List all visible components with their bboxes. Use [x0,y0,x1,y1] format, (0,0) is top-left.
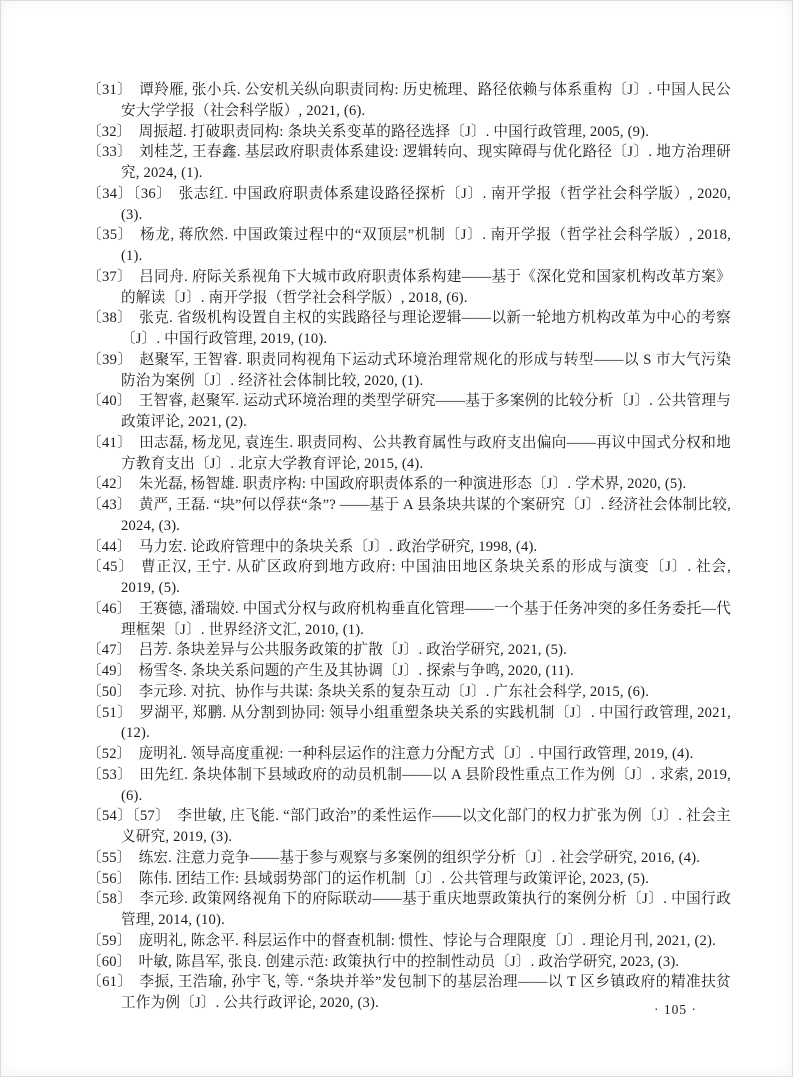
reference-number: 〔50〕 [87,683,132,700]
reference-number: 〔42〕 [87,476,132,493]
reference-text: 马力宏. 论政府管理中的条块关系〔J〕. 政治学研究, 1998, (4). [138,538,538,555]
reference-item [87,848,731,869]
reference-text: 曹正汉, 王宁. 从矿区政府到地方政府: 中国油田地区条块关系的形成与演变〔J〕. 社会, 2019, (5). [121,559,731,596]
reference-text: 李振, 王浩瑜, 孙宇飞, 等. “条块并举”发包制下的基层治理——以 T 区乡镇政府的精准扶贫工作为例〔J〕. 公共行政评论, 2020, (3). [121,974,731,1011]
reference-text: 田志磊, 杨龙见, 袁连生. 职责同构、公共教育属性与政府支出偏向——再议中国式分权和地方教育支出〔J〕. 北京大学教育评论, 2015, (4). [121,434,731,472]
reference-text: 李世敏, 庄飞能. “部门政治”的柔性运作——以文化部门的权力扩张为例〔J〕. 社会主义研究, 2019, (3). [121,808,731,845]
reference-number: 〔31〕 [87,82,133,98]
reference-text: 庞明礼, 陈念平. 科层运作中的督查机制: 惯性、悖论与合理限度〔J〕. 理论月刊, 2021, (2). [138,932,716,949]
reference-item [87,433,731,475]
reference-number: 〔38〕 [87,310,133,327]
reference-number: 〔51〕 [87,704,133,721]
reference-number: 〔47〕 [87,642,132,659]
reference-item [87,267,731,309]
reference-number: 〔33〕 [87,144,133,161]
reference-item [87,952,731,973]
reference-number: 〔61〕 [87,974,133,991]
reference-item [87,537,731,558]
reference-item [87,744,731,765]
reference-number: 〔52〕 [87,746,132,762]
reference-item [87,765,731,807]
reference-number: 〔46〕 [87,600,132,617]
reference-number: 〔53〕 [87,766,133,783]
reference-text: 吕同舟. 府际关系视角下大城市政府职责体系构建——基于《深化党和国家机构改革方案》的解读〔J〕. 南开学报（哲学社会科学版）, 2018, (6). [121,268,731,306]
page-number: · 105 · [654,1002,697,1017]
reference-number: 〔32〕 [87,123,132,140]
reference-text: 庞明礼. 领导高度重视: 一种科层运作的注意力分配方式〔J〕. 中国行政管理, 2019, (4). [138,746,694,762]
reference-text: 杨雪冬. 条块关系问题的产生及其协调〔J〕. 探索与争鸣, 2020, (11). [138,663,574,679]
reference-number: 〔41〕 [87,434,133,451]
reference-item [87,495,731,537]
reference-item [87,225,731,267]
reference-item [87,350,731,392]
reference-text: 王赛德, 潘瑞姣. 中国式分权与政府机构垂直化管理——一个基于任务冲突的多任务委托—代理框架〔J〕. 世界经济文汇, 2010, (1). [121,600,731,638]
reference-text: 李元珍. 对抗、协作与共谋: 条块关系的复杂互动〔J〕. 广东社会科学, 2015, (6). [138,683,650,700]
reference-text: 李元珍. 政策网络视角下的府际联动——基于重庆地票政策执行的案例分析〔J〕. 中国行政管理, 2014, (10). [121,891,731,928]
reference-item [87,142,731,184]
reference-item [87,640,731,661]
reference-number: 〔45〕 [87,559,134,576]
reference-number: 〔59〕 [87,932,132,949]
reference-number: 〔49〕 [87,663,132,679]
reference-number: 〔60〕 [87,953,132,970]
reference-item [87,703,731,745]
reference-text: 张志红. 中国政府职责体系建设路径探析〔J〕. 南开学报（哲学社会科学版）, 2020, (3). [121,185,731,223]
reference-text: 刘桂芝, 王春鑫. 基层政府职责体系建设: 逻辑转向、现实障碍与优化路径〔J〕. 地方治理研究, 2024, (1). [121,144,731,181]
reference-item [87,391,731,433]
reference-text: 练宏. 注意力竞争——基于参与观察与多案例的组织学分析〔J〕. 社会学研究, 2016, (4). [138,849,701,866]
reference-text: 张克. 省级机构设置自主权的实践路径与理论逻辑——以新一轮地方机构改革为中心的考察〔J〕. 中国行政管理, 2019, (10). [121,310,731,347]
reference-number: 〔43〕 [87,497,132,513]
reference-text: 谭羚雁, 张小兵. 公安机关纵向职责同构: 历史梳理、路径依赖与体系重构〔J〕. 中国人民公安大学学报（社会科学版）, 2021, (6). [121,82,731,119]
reference-number: 〔35〕 [87,227,134,244]
reference-number: 〔37〕 [87,268,133,285]
reference-number: 〔54〕〔57〕 [87,808,171,825]
reference-text: 朱光磊, 杨智雄. 职责序构: 中国政府职责体系的一种演进形态〔J〕. 学术界, 2020, (5). [138,476,687,493]
reference-item [87,931,731,952]
reference-text: 周振超. 打破职责同构: 条块关系变革的路径选择〔J〕. 中国行政管理, 2005, (9). [138,123,650,140]
reference-number: 〔58〕 [87,891,133,908]
reference-item [87,308,731,350]
reference-item [87,557,731,599]
reference-item [87,599,731,641]
reference-item [87,869,731,890]
reference-text: 叶敏, 陈昌军, 张良. 创建示范: 政策执行中的控制性动员〔J〕. 政治学研究, 2023, (3). [138,953,680,970]
reference-number: 〔40〕 [87,393,132,410]
reference-item [87,682,731,703]
reference-text: 杨龙, 蒋欣然. 中国政策过程中的“双顶层”机制〔J〕. 南开学报（哲学社会科学版）, 2018, (1). [121,227,731,264]
reference-item [87,661,731,682]
reference-text: 王智睿, 赵聚军. 运动式环境治理的类型学研究——基于多案例的比较分析〔J〕. 公共管理与政策评论, 2021, (2). [121,393,731,430]
reference-item [87,806,731,848]
reference-item [87,122,731,143]
reference-item [87,889,731,931]
reference-text: 吕芳. 条块差异与公共服务政策的扩散〔J〕. 政治学研究, 2021, (5). [138,642,567,659]
reference-text: 赵聚军, 王智睿. 职责同构视角下运动式环境治理常规化的形成与转型——以 S 市大气污染防治为案例〔J〕. 经济社会体制比较, 2020, (1). [121,351,731,389]
reference-item [87,184,731,226]
reference-text: 黄严, 王磊. “块”何以俘获“条”? ——基于 A 县条块共谋的个案研究〔J〕. 经济社会体制比较, 2024, (3). [121,497,731,534]
reference-item [87,972,731,1014]
reference-number: 〔34〕〔36〕 [87,185,172,202]
reference-text: 田先红. 条块体制下县域政府的动员机制——以 A 县阶段性重点工作为例〔J〕. 求索, 2019, (6). [121,766,731,804]
reference-number: 〔39〕 [87,351,133,368]
reference-text: 陈伟. 团结工作: 县域弱势部门的运作机制〔J〕. 公共管理与政策评论, 2023, (5). [138,870,650,887]
reference-text: 罗湖平, 郑鹏. 从分割到协同: 领导小组重塑条块关系的实践机制〔J〕. 中国行政管理, 2021, (12). [121,704,731,742]
reference-number: 〔55〕 [87,849,132,866]
reference-number: 〔56〕 [87,870,132,887]
reference-item [87,474,731,495]
reference-item [87,80,731,122]
reference-number: 〔44〕 [87,538,132,555]
